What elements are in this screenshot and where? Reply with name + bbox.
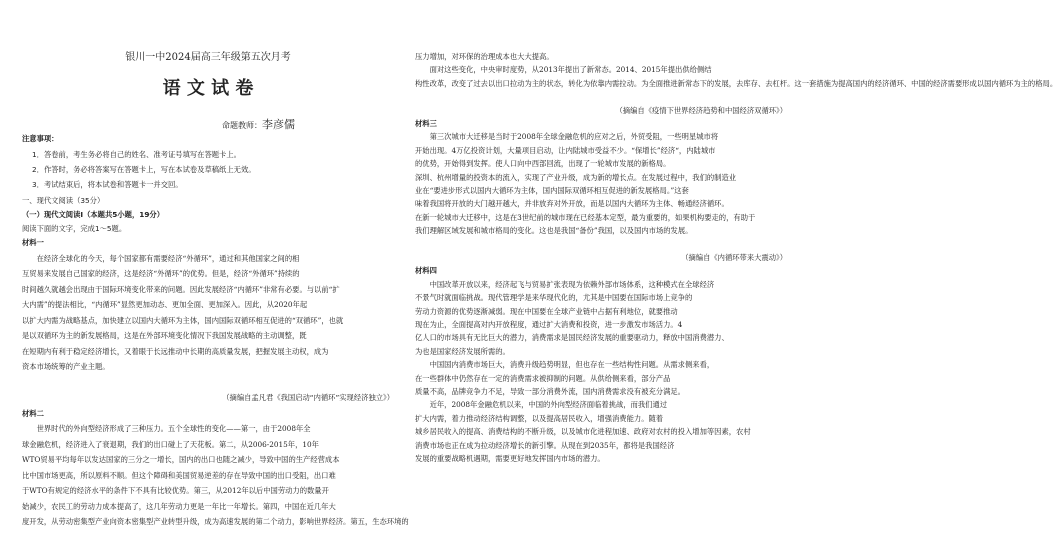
body-line: 在经济全球化的今天，每个国家都有需要经济“外循环”，通过和其他国家之间的相: [22, 253, 300, 263]
exam-title: 银川一中2024届高三年级第五次月考: [125, 52, 291, 63]
right-column: [415, 0, 1057, 550]
body-line: 于WTO有规定的经济水平的条件下不具有比较优势。第三，从2012年以后中国劳动力的数量开: [22, 486, 329, 495]
note-item: 1．答卷前，考生务必将自己的姓名、准考证号填写在答题卡上。: [32, 150, 241, 159]
body-line: 味着我国将开放的大门越开越大，并非放弃对外开放，而是以国内大循环为主体、畅通经济循环。: [415, 199, 729, 209]
body-line: 发展的重要战略机遇期，需要更好地发挥国内市场的潜力。: [415, 454, 605, 463]
body-line: 世界时代的外向型经济形成了三种压力。五个全球性的变化——第一，由于2008年全: [22, 424, 311, 433]
body-line: 城乡居民收入的提高、消费结构的不断升级，以及城市化进程加速、政府对农村的投入增加等因素，农村: [415, 427, 751, 437]
body-line: 中国改革开放以来，经济起飞与贸易扩张表现为依赖外部市场体系，这种模式在全球经济: [415, 279, 715, 289]
source-citation: （摘编自《疫情下世界经济趋势和中国经济双循环》）: [615, 105, 787, 115]
body-line: 现在为止，全面提高对内开放程度，通过扩大消费和投资，进一步激发市场活力。4: [415, 320, 683, 329]
body-line: 是以双循环为主的新发展格局，这是在外部环境变化情况下我国发展战略的主动调整，既: [22, 331, 307, 340]
source-citation: （摘编自《内循环带来大震动》）: [681, 253, 787, 262]
notes-title: 注意事项：: [22, 134, 59, 143]
body-line: 亿人口的市场具有无比巨大的潜力，消费需求是国民经济发展的重要驱动力，释放中国消费潜力、: [415, 333, 729, 343]
body-line: 互贸易来发展自己国家的经济，这是经济“外循环”的优势。但是，经济“外循环”持续的: [22, 269, 300, 278]
body-line: 为也是国家经济发展所需的。: [415, 346, 510, 356]
body-line: 在短期内有利于稳定经济增长，又着眼于长远推动中长期的高质量发展，把握发展主动权，成为: [22, 346, 329, 356]
body-line: 时间越久就越会出现由于国际环境变化带来的问题。因此发展经济“内循环”非常有必要。与以前“扩: [22, 284, 340, 294]
body-line: 资本市场统筹的产业主题。: [22, 362, 110, 371]
body-line: 业在“要进步形式以国内大循环为主体，国内国际双循环相互促进的新发展格局。”这套: [415, 186, 689, 195]
body-line: 的优势，开始得到发挥。使人口向中西部回流，出现了一轮城市发展的新格局。: [415, 159, 671, 169]
subject-title: 语 文 试 卷: [162, 78, 254, 99]
material-heading: 材料三: [415, 119, 437, 128]
note-item: 3．考试结束后，将本试卷和答题卡一并交回。: [32, 180, 183, 189]
body-line: 不景气时就面临挑战。现代管理学是来华现代化的，尤其是中国要在国际市场上竞争的: [415, 293, 693, 303]
body-line: 面对这些变化，中央审时度势，从2013年提出了新常态。2014、2015年提出供给侧结: [415, 65, 712, 75]
body-line: 质量不高，品牌竞争力不足，导致一部分消费外流，国内消费需求没有被充分满足。: [415, 387, 685, 396]
note-item: 2．作答时，务必将答案写在答题卡上，写在本试卷及草稿纸上无效。: [32, 165, 256, 174]
body-line: 以扩大内需为战略基点，加快建立以国内大循环为主体，国内国际双循环相互促进的“双循环”，也就: [22, 315, 344, 325]
author-name: 李彦儒: [262, 118, 295, 131]
body-line: 大内需”的提法相比，“内循环”显然更加动态、更加全面、更加深入。因此，从2020年起: [22, 300, 308, 309]
body-line: 压力增加，对环保的治理成本也大大提高。: [415, 52, 554, 61]
body-line: 劳动力资源的优势逐渐减弱。现在中国要在全球产业链中占据有利地位，就要推动: [415, 306, 678, 316]
section-subtitle: （一）现代文阅读Ⅰ（本题共5小题，19分）: [22, 210, 164, 219]
body-line: 始减少，农民工的劳动力成本提高了，这几年劳动力更是一年比一年增长。第四，中国在近几年大: [22, 501, 336, 511]
body-line: 比中国市场更高，所以原料不顺。但这个障碍和美国贸易逆差的存在导致中国的出口受阻，出口难: [22, 470, 336, 480]
body-line: 球金融危机，经济进入了衰退期，我们的出口碰上了天花板。第二，从2006-2015年，10年: [22, 439, 319, 449]
body-line: WTO贸易平均每年以发达国家的三分之一增长，国内的出口也随之减少，导致中国的生产经营成本: [22, 455, 340, 464]
body-line: 构性改革，改变了过去以出口拉动为主的状态，转化为依靠内需拉动。为全面推进新常态下的发展，去库存、去杠杆。这一套措施为提高国内的经济循环、中国的经济需要形成以国内循环为主的格局。: [415, 78, 1057, 88]
material-heading: 材料二: [22, 408, 44, 418]
body-line: 开始出现。4万亿投资计划，大量项目启动，让内陆城市受益不少。“保增长”经济“，内陆城市: [415, 145, 716, 155]
body-line: 扩大内需，着力推动经济结构调整，以及提高居民收入，增强消费能力。随着: [415, 413, 664, 423]
author-label: 命题教师：: [222, 121, 262, 130]
body-line: 深圳、杭州增量的投资本的流入，实现了产业升级，成为新的增长点。在发展过程中，我们的制造业: [415, 172, 737, 182]
body-line: 在一些群体中仍然存在一定的消费需求被抑制的问题。从供给侧来看，部分产品: [415, 373, 671, 383]
source-citation: （摘编自孟凡君《我国启动“内循环”实现经济独立》）: [222, 393, 394, 402]
body-line: 度开发，从劳动密集型产业向资本密集型产业转型升级，成为高速发展的第二个动力，影响世界经济。第五，生态环境的: [22, 517, 409, 526]
section-instruction: 阅读下面的文字，完成1～5题。: [22, 224, 127, 233]
section-title: 一、现代文阅读（35分）: [22, 196, 105, 205]
body-line: 我们理解区域发展和城市格局的变化。这也是我国“备份”我国，以及国内市场的发展。: [415, 226, 693, 236]
body-line: 近年，2008年金融危机以来，中国的外向型经济面临着挑战，而我们通过: [415, 400, 668, 410]
body-line: 消费市场也正在成为拉动经济增长的新引擎。从现在到2035年，都将是我国经济: [415, 440, 675, 450]
body-line: 在新一轮城市大迁移中，这是在3世纪前的城市现在已经基本定型，最为重要的，如果机构要走的，有助于: [415, 212, 756, 222]
left-column: [22, 0, 409, 550]
author-line: [222, 113, 295, 132]
body-line: 第三次城市大迁移是当时于2008年全球金融危机的应对之后，外贸受阻，一些明星城市将: [415, 132, 719, 142]
material-heading: 材料一: [22, 238, 44, 247]
material-heading: 材料四: [415, 266, 437, 276]
body-line: 中国国内消费市场巨大，消费升级趋势明显，但也存在一些结构性问题。从需求侧来看，: [415, 360, 715, 370]
